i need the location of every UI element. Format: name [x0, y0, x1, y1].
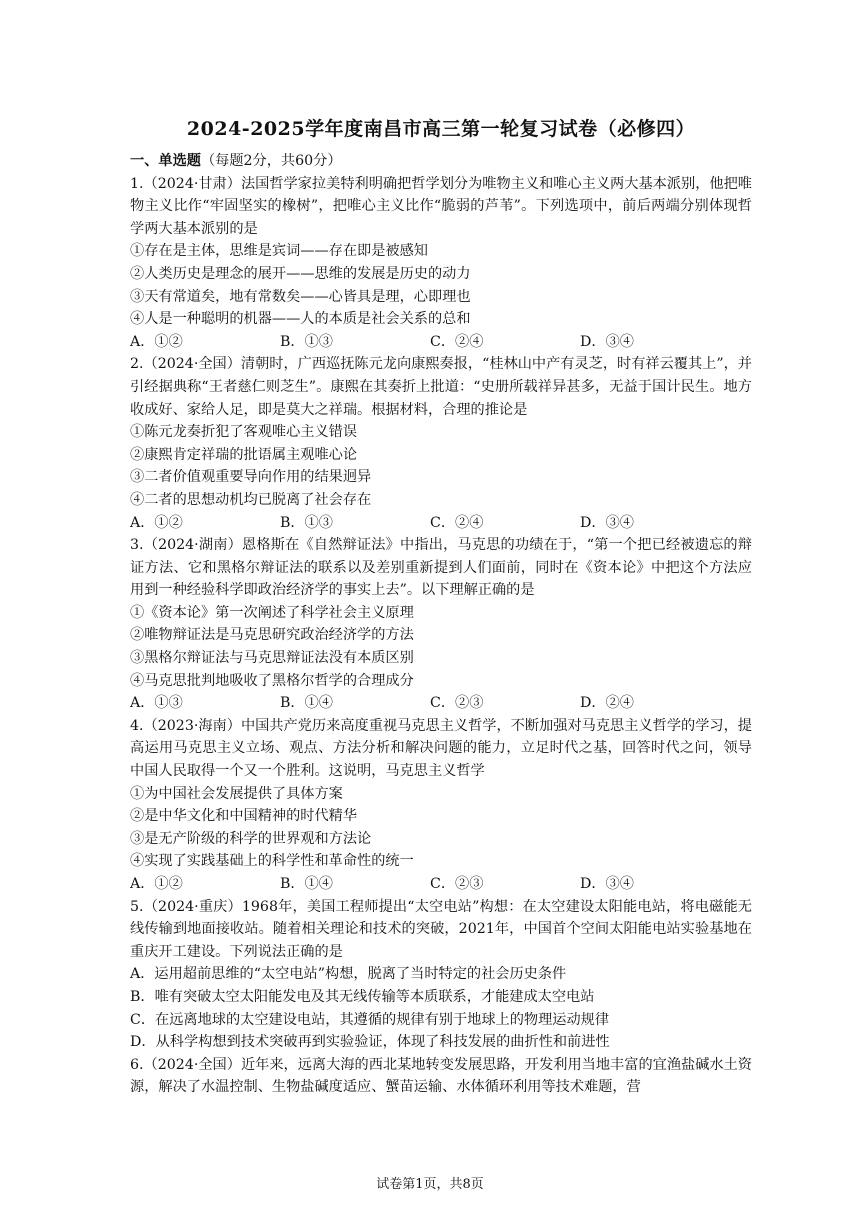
section-label: 一、单选题 — [130, 153, 201, 169]
answer-option-b: B．①③ — [280, 333, 333, 350]
question — [130, 896, 752, 1054]
question-stem: 1.（2024·甘肃）法国哲学家拉美特利明确把哲学划分为唯物主义和唯心主义两大基本派别，他把唯物主义比作“牢固坚实的橡树”，把唯心主义比作“脆弱的芦苇”。下列选项中，前后两端分别体现哲学两大基本派别的是 — [130, 175, 752, 237]
answer-option-c: C．②③ — [430, 876, 484, 892]
question-item: ①陈元龙奏折犯了客观唯心主义错误 — [130, 424, 358, 441]
question-stem: 6.（2024·全国）近年来，远离大海的西北某地转变发展思路，开发利用当地丰富的宜渔盐碱水土资源，解决了水温控制、生物盐碱度适应、蟹苗运输、水体循环利用等技术难题，营 — [130, 1056, 752, 1096]
question-item: ①《资本论》第一次阐述了科学社会主义原理 — [130, 604, 414, 621]
page-title: 2024-2025学年度南昌市高三第一轮复习试卷（必修四） — [186, 118, 696, 140]
answer-option-c: C．②③ — [430, 695, 484, 712]
answer-option-a: A．①③ — [130, 695, 183, 712]
answer-options — [130, 692, 752, 715]
answer-option-a: A．运用超前思维的“太空电站”构想，脱离了当时特定的社会历史条件 — [130, 966, 567, 983]
question-item: ③是无产阶级的科学的世界观和方法论 — [130, 830, 372, 847]
question — [130, 534, 752, 715]
question-item: ③二者价值观重要导向作用的结果迥异 — [130, 469, 372, 486]
question-item: ①存在是主体，思维是宾词——存在即是被感知 — [130, 243, 428, 260]
answer-options — [130, 331, 752, 354]
question-item: ②康熙肯定祥瑞的批语属主观唯心论 — [130, 446, 358, 463]
question-item: ③黑格尔辩证法与马克思辩证法没有本质区别 — [130, 650, 414, 667]
question — [130, 173, 752, 354]
section-note: （每题2分，共60分） — [200, 153, 342, 169]
answer-option-d: D．③④ — [580, 333, 634, 350]
answer-options — [130, 512, 752, 535]
question-stem: 3.（2024·湖南）恩格斯在《自然辩证法》中指出，马克思的功绩在于，“第一个把已经被遗忘的辩证方法、它和黑格尔辩证法的联系以及差别重新提到人们面前，同时在《资本论》中把这个方法应用到一种经验科学即政治经济学的事实上去”。以下理解正确的是 — [130, 537, 752, 599]
answer-option-d: D．从科学构想到技术突破再到实验验证，体现了科技发展的曲折性和前进性 — [130, 1034, 610, 1051]
answer-options — [130, 873, 752, 896]
answer-option-b: B．①③ — [280, 514, 333, 531]
answer-option-a: A．①② — [130, 514, 183, 531]
question-item: ①为中国社会发展提供了具体方案 — [130, 785, 343, 802]
section-header — [130, 150, 752, 173]
question-item: ②唯物辩证法是马克思研究政治经济学的方法 — [130, 627, 414, 644]
answer-option-b: B．唯有突破太空太阳能发电及其无线传输等本质联系，才能建成太空电站 — [130, 988, 595, 1005]
question — [130, 715, 752, 896]
answer-option-d: D．③④ — [580, 876, 634, 892]
question-item: ④二者的思想动机均已脱离了社会存在 — [130, 491, 372, 508]
answer-option-c: C．在远离地球的太空建设电站，其遵循的规律有别于地球上的物理运动规律 — [130, 1011, 610, 1028]
question-stem: 2.（2024·全国）清朝时，广西巡抚陈元龙向康熙奏报，“桂林山中产有灵芝，时有祥云覆其上”，并引经据典称“王者慈仁则芝生”。康熙在其奏折上批道：“史册所载祥异甚多，无益于国计民生。地方收成好、家给人足，即是莫大之祥瑞。根据材料，合理的推论是 — [130, 356, 752, 418]
question-stem: 5.（2024·重庆）1968年，美国工程师提出“太空电站”构想：在太空建设太阳能电站，将电磁能无线传输到地面接收站。随着相关理论和技术的突破，2021年，中国首个空间太阳能电站实验基地在重庆开工建设。下列说法正确的是 — [130, 898, 752, 960]
question-item: ③天有常道矣，地有常数矣——心皆具是理，心即理也 — [130, 288, 471, 305]
question-item: ④马克思批判地吸收了黑格尔哲学的合理成分 — [130, 672, 414, 689]
question-stem: 4.（2023·海南）中国共产党历来高度重视马克思主义哲学，不断加强对马克思主义哲学的学习，提高运用马克思主义立场、观点、方法分析和解决问题的能力，立足时代之基，回答时代之问，领导中国人民取得一个又一个胜利。这说明，马克思主义哲学 — [130, 717, 752, 780]
answer-option-a: A．①② — [130, 333, 183, 350]
answer-option-d: D．②④ — [580, 695, 634, 712]
answer-option-b: B．①④ — [280, 695, 333, 712]
question-item: ②是中华文化和中国精神的时代精华 — [130, 808, 358, 825]
answer-option-a: A．①② — [130, 876, 183, 892]
page-footer: 试卷第1页，共8页 — [376, 1177, 484, 1192]
answer-option-c: C．②④ — [430, 333, 484, 350]
answer-option-c: C．②④ — [430, 514, 484, 531]
answer-option-b: B．①④ — [280, 876, 333, 892]
question-item: ④实现了实践基础上的科学性和革命性的统一 — [130, 853, 414, 870]
question — [130, 1054, 752, 1099]
question-item: ②人类历史是理念的展开——思维的发展是历史的动力 — [130, 265, 471, 282]
question-item: ④人是一种聪明的机器——人的本质是社会关系的总和 — [130, 311, 471, 328]
question — [130, 353, 752, 534]
answer-option-d: D．③④ — [580, 514, 634, 531]
